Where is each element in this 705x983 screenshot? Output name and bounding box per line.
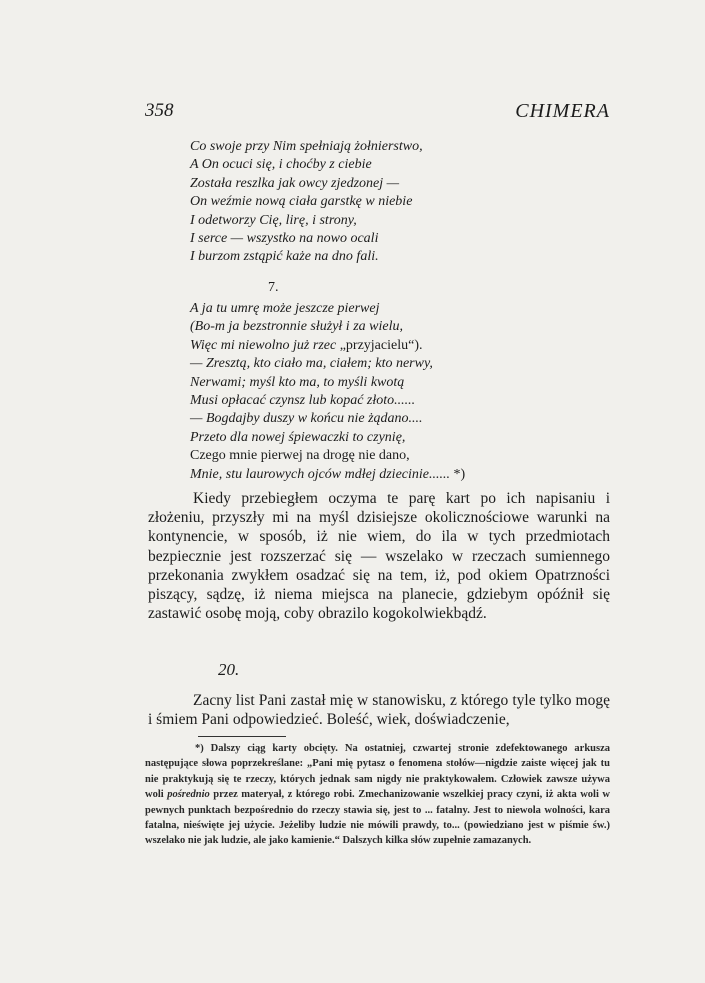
- running-head: [145, 100, 610, 126]
- verse-line: A On ocuci się, i choćby z ciebie: [190, 157, 372, 173]
- footnote-marker: *): [450, 466, 466, 482]
- verse-line-italic: Więc mi niewolno już rzec: [190, 337, 340, 353]
- verse-line-italic: Mnie, stu laurowych ojców mdłej dziecinie......: [190, 466, 450, 482]
- page-number: 358: [145, 100, 174, 121]
- verse-line: I serce — wszystko na nowo ocali: [190, 231, 379, 247]
- running-title: CHIMERA: [515, 100, 610, 122]
- verse-line-quote: „przyjacielu“).: [339, 337, 423, 353]
- paragraph-text: Zacny list Pani zastał mię w stanowisku, z którego tyle tylko mogę i śmiem Pani odpowiedzieć. Boleść, wiek, doświadczenie,: [148, 692, 610, 729]
- verse-line: Została reszlka jak owcy zjedzonej —: [190, 175, 400, 191]
- verse-line: A ja tu umrę może jeszcze pierwej: [190, 301, 380, 316]
- verse-line: I odetworzy Cię, lirę, i strony,: [190, 212, 357, 228]
- footnote-text: *) Dalszy ciąg karty obcięty. Na ostatniej, czwartej stronie zdefektowanego arkusza następujące słowa poprzekreślane: „Pani mię pytasz o fenomena stołów—nigdzie zaiste więcej jak tu nie praktykują się te rzeczy, których jednak sam nigdy nie praktykowałem. Człowiek zawsze używa woli: [145, 743, 610, 801]
- poem-stanza-2: [190, 300, 570, 484]
- body-paragraph: [148, 489, 610, 623]
- verse-line: Przeto dla nowej śpiewaczki to czynię,: [190, 429, 406, 445]
- paragraph-text: Kiedy przebiegłem oczyma te parę kart po ich napisaniu i złożeniu, przyszły mi na myśl dzisiejsze okolicznościowe warunki na kontynencie, w sposób, iż nie wiem, do ila w tych przedmiotach bezpiecznie jest rozszerzać się — wszelako w rzeczach sumiennego przekonania zwykłem osadzać się na tem, iż, pod okiem Opatrzności piszący, sądzę, iż niema miejsca na planecie, gdziebym opóźnił się zastawić osobę moją, coby obrazilo kogokolwiekbądź.: [148, 490, 610, 623]
- section-number: 20.: [218, 660, 240, 679]
- body-paragraph: [148, 691, 610, 729]
- verse-line: On weźmie nową ciała garstkę w niebie: [190, 194, 413, 210]
- verse-line: (Bo-m ja bezstronnie służył i za wielu,: [190, 319, 403, 335]
- footnote-text: przez materyał, z którego robi. Zmechanizowanie wszelkiej pracy czyni, iż akta woli w pewnych punktach bezpośrednio do rzeczy stawia się, jest to ... fatalny. Jest to niewola wolności, kara fatalna, nieświęte jej użycie. Jeżeliby ludzie nie mówili prawdy, to... (powiedziano jest w piśmie św.) wszelako nie jak ludzie, ale jako kamienie.“ Dalszych kilka słów zupełnie zamazanych.: [145, 789, 610, 847]
- verse-line: — Zresztą, kto ciało ma, ciałem; kto nerwy,: [190, 356, 433, 372]
- footnote-emphasis: pośrednio: [167, 789, 210, 801]
- poem-stanza-1: [190, 138, 570, 267]
- verse-line: — Bogdajby duszy w końcu nie żądano....: [190, 411, 423, 427]
- verse-line: Musi opłacać czynsz lub kopać złoto......: [190, 393, 416, 409]
- verse-line: [190, 466, 570, 484]
- verse-line: I burzom zstąpić każe na dno fali.: [190, 249, 379, 265]
- stanza-number: 7.: [268, 280, 279, 295]
- footnote: [145, 741, 610, 849]
- verse-line: Co swoje przy Nim spełniają żołnierstwo,: [190, 139, 423, 154]
- verse-line: Czego mnie pierwej na drogę nie dano,: [190, 448, 410, 464]
- footnote-divider: [198, 736, 286, 737]
- verse-line: [190, 337, 570, 355]
- verse-line: Nerwami; myśl kto ma, to myśli kwotą: [190, 374, 405, 390]
